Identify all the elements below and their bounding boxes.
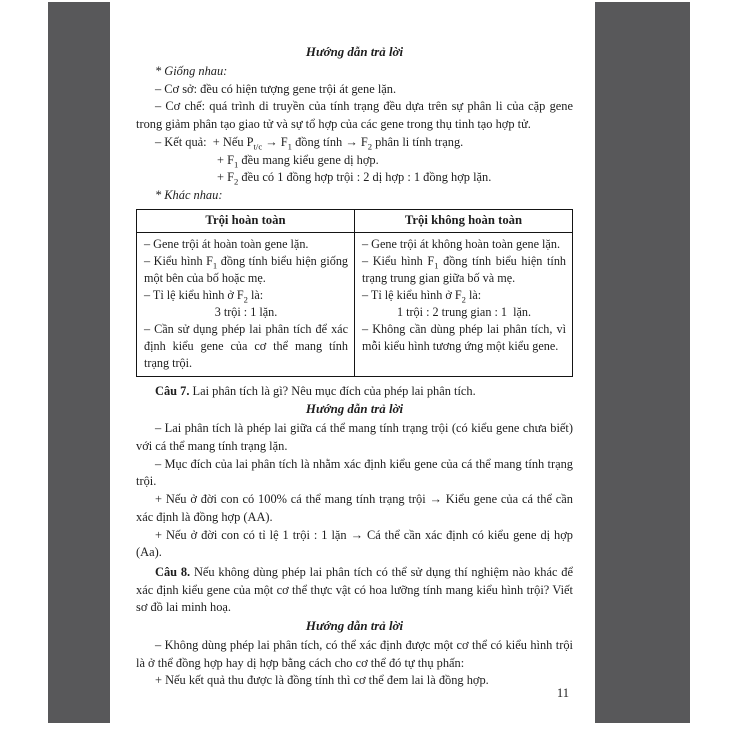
- incomplete-p1: – Gene trội át không hoàn toàn gene lặn.: [362, 236, 560, 251]
- complete-p3: – Tỉ lệ kiểu hình ở $F_2$ là:: [144, 287, 264, 305]
- similarities-label: * Giống nhau:: [155, 64, 228, 78]
- similarities-basis: – Cơ sở: đều có hiện tượng gene trội át gene lặn.: [155, 81, 397, 96]
- comparison-table: [136, 209, 573, 377]
- comparison-table-body: [137, 232, 573, 376]
- question-8: Câu 8. Nếu không dùng phép lai phân tích có thể sử dụng thí nghiệm nào khác để xác định kiểu gene của một cơ thể thực vật có hoa lưỡng tính mang kiểu hình trội? Viết sơ đồ lai minh hoạ.: [136, 564, 573, 615]
- q7-answer-4: + Nếu ở đời con có tỉ lệ 1 trội : 1 lặn → Cá thể cần xác định có kiểu gene dị hợp (Aa).: [136, 527, 573, 560]
- incomplete-p2: – Kiểu hình $F_1$ đồng tính biểu hiện tính trạng trung gian giữa bố và mẹ.: [362, 253, 567, 285]
- q7-answer-2: – Mục đích của lai phân tích là nhằm xác định kiểu gene của cá thể mang tính trạng trội.: [136, 456, 573, 489]
- document-page: [110, 0, 595, 730]
- complete-ratio: 3 trội : 1 lặn.: [214, 304, 278, 319]
- q7-answer-1: – Lai phân tích là phép lai giữa cá thể mang tính trạng trội (có kiểu gene chưa biết) với cá thể mang tính trạng lặn.: [136, 421, 573, 454]
- page-number: 11: [556, 686, 569, 700]
- table-header-row: [137, 209, 573, 232]
- table-header-complete-dominance: Trội hoàn toàn: [137, 209, 355, 232]
- incomplete-p3: – Tỉ lệ kiểu hình ở $F_2$ là:: [362, 287, 482, 305]
- question-7: Câu 7. Lai phân tích là gì? Nêu mục đích của phép lai phân tích.: [155, 383, 476, 398]
- similarities-mechanism: – Cơ chế: quá trình di truyền của tính trạng đều dựa trên sự phân li của cặp gene trong giảm phân tạo giao tử và sự tổ hợp của các gene trong thụ tinh tạo hợp tử.: [136, 99, 573, 132]
- table-cell-incomplete-dominance: [355, 232, 573, 376]
- q8-answer-2: + Nếu kết quả thu được là đồng tính thì cơ thể đem lai là đồng hợp.: [155, 673, 489, 688]
- similarities-result: – Kết quả: + Nếu $P_{t/c} \to F_1$ đồng tính → $F_2$ phân li tính trạng.: [155, 134, 464, 152]
- comparison-table-head: [137, 209, 573, 232]
- differences-label: * Khác nhau:: [155, 187, 223, 202]
- similarities-result-f1: + $F_1$ đều mang kiểu gene dị hợp.: [217, 152, 379, 169]
- similarities-result-f2: + $F_2$ đều có 1 đồng hợp trội : 2 dị hợp : 1 đồng hợp lặn.: [217, 170, 492, 187]
- q7-answer-guide-heading: Hướng dẫn trả lời: [305, 402, 404, 417]
- q8-answer-guide-heading: Hướng dẫn trả lời: [305, 619, 404, 634]
- q7-answer-3: + Nếu ở đời con có 100% cá thể mang tính trạng trội → Kiểu gene của cá thể cần xác định là đồng hợp (AA).: [136, 492, 573, 524]
- table-header-incomplete-dominance: Trội không hoàn toàn: [355, 209, 573, 232]
- complete-p5: – Cần sử dụng phép lai phân tích để xác định kiểu gene của cơ thể mang tính trạng trội.: [144, 321, 348, 370]
- answer-guide-heading: Hướng dẫn trả lời: [305, 45, 404, 59]
- complete-p1: – Gene trội át hoàn toàn gene lặn.: [144, 236, 309, 251]
- complete-p2: – Kiểu hình $F_1$ đồng tính biểu hiện giống một bên của bố hoặc mẹ.: [144, 253, 349, 285]
- q8-answer-1: – Không dùng phép lai phân tích, có thể xác định được một cơ thể có kiểu hình trội là ở thể đồng hợp hay dị hợp bằng cách cho cơ thể đó tự thụ phấn:: [136, 638, 573, 670]
- table-body-row: [137, 232, 573, 376]
- incomplete-p5: – Không cần dùng phép lai phân tích, vì mỗi kiểu hình tương ứng một kiểu gene.: [362, 321, 566, 353]
- table-cell-complete-dominance: [137, 232, 355, 376]
- incomplete-ratio: 1 trội : 2 trung gian : 1 lặn.: [396, 304, 532, 319]
